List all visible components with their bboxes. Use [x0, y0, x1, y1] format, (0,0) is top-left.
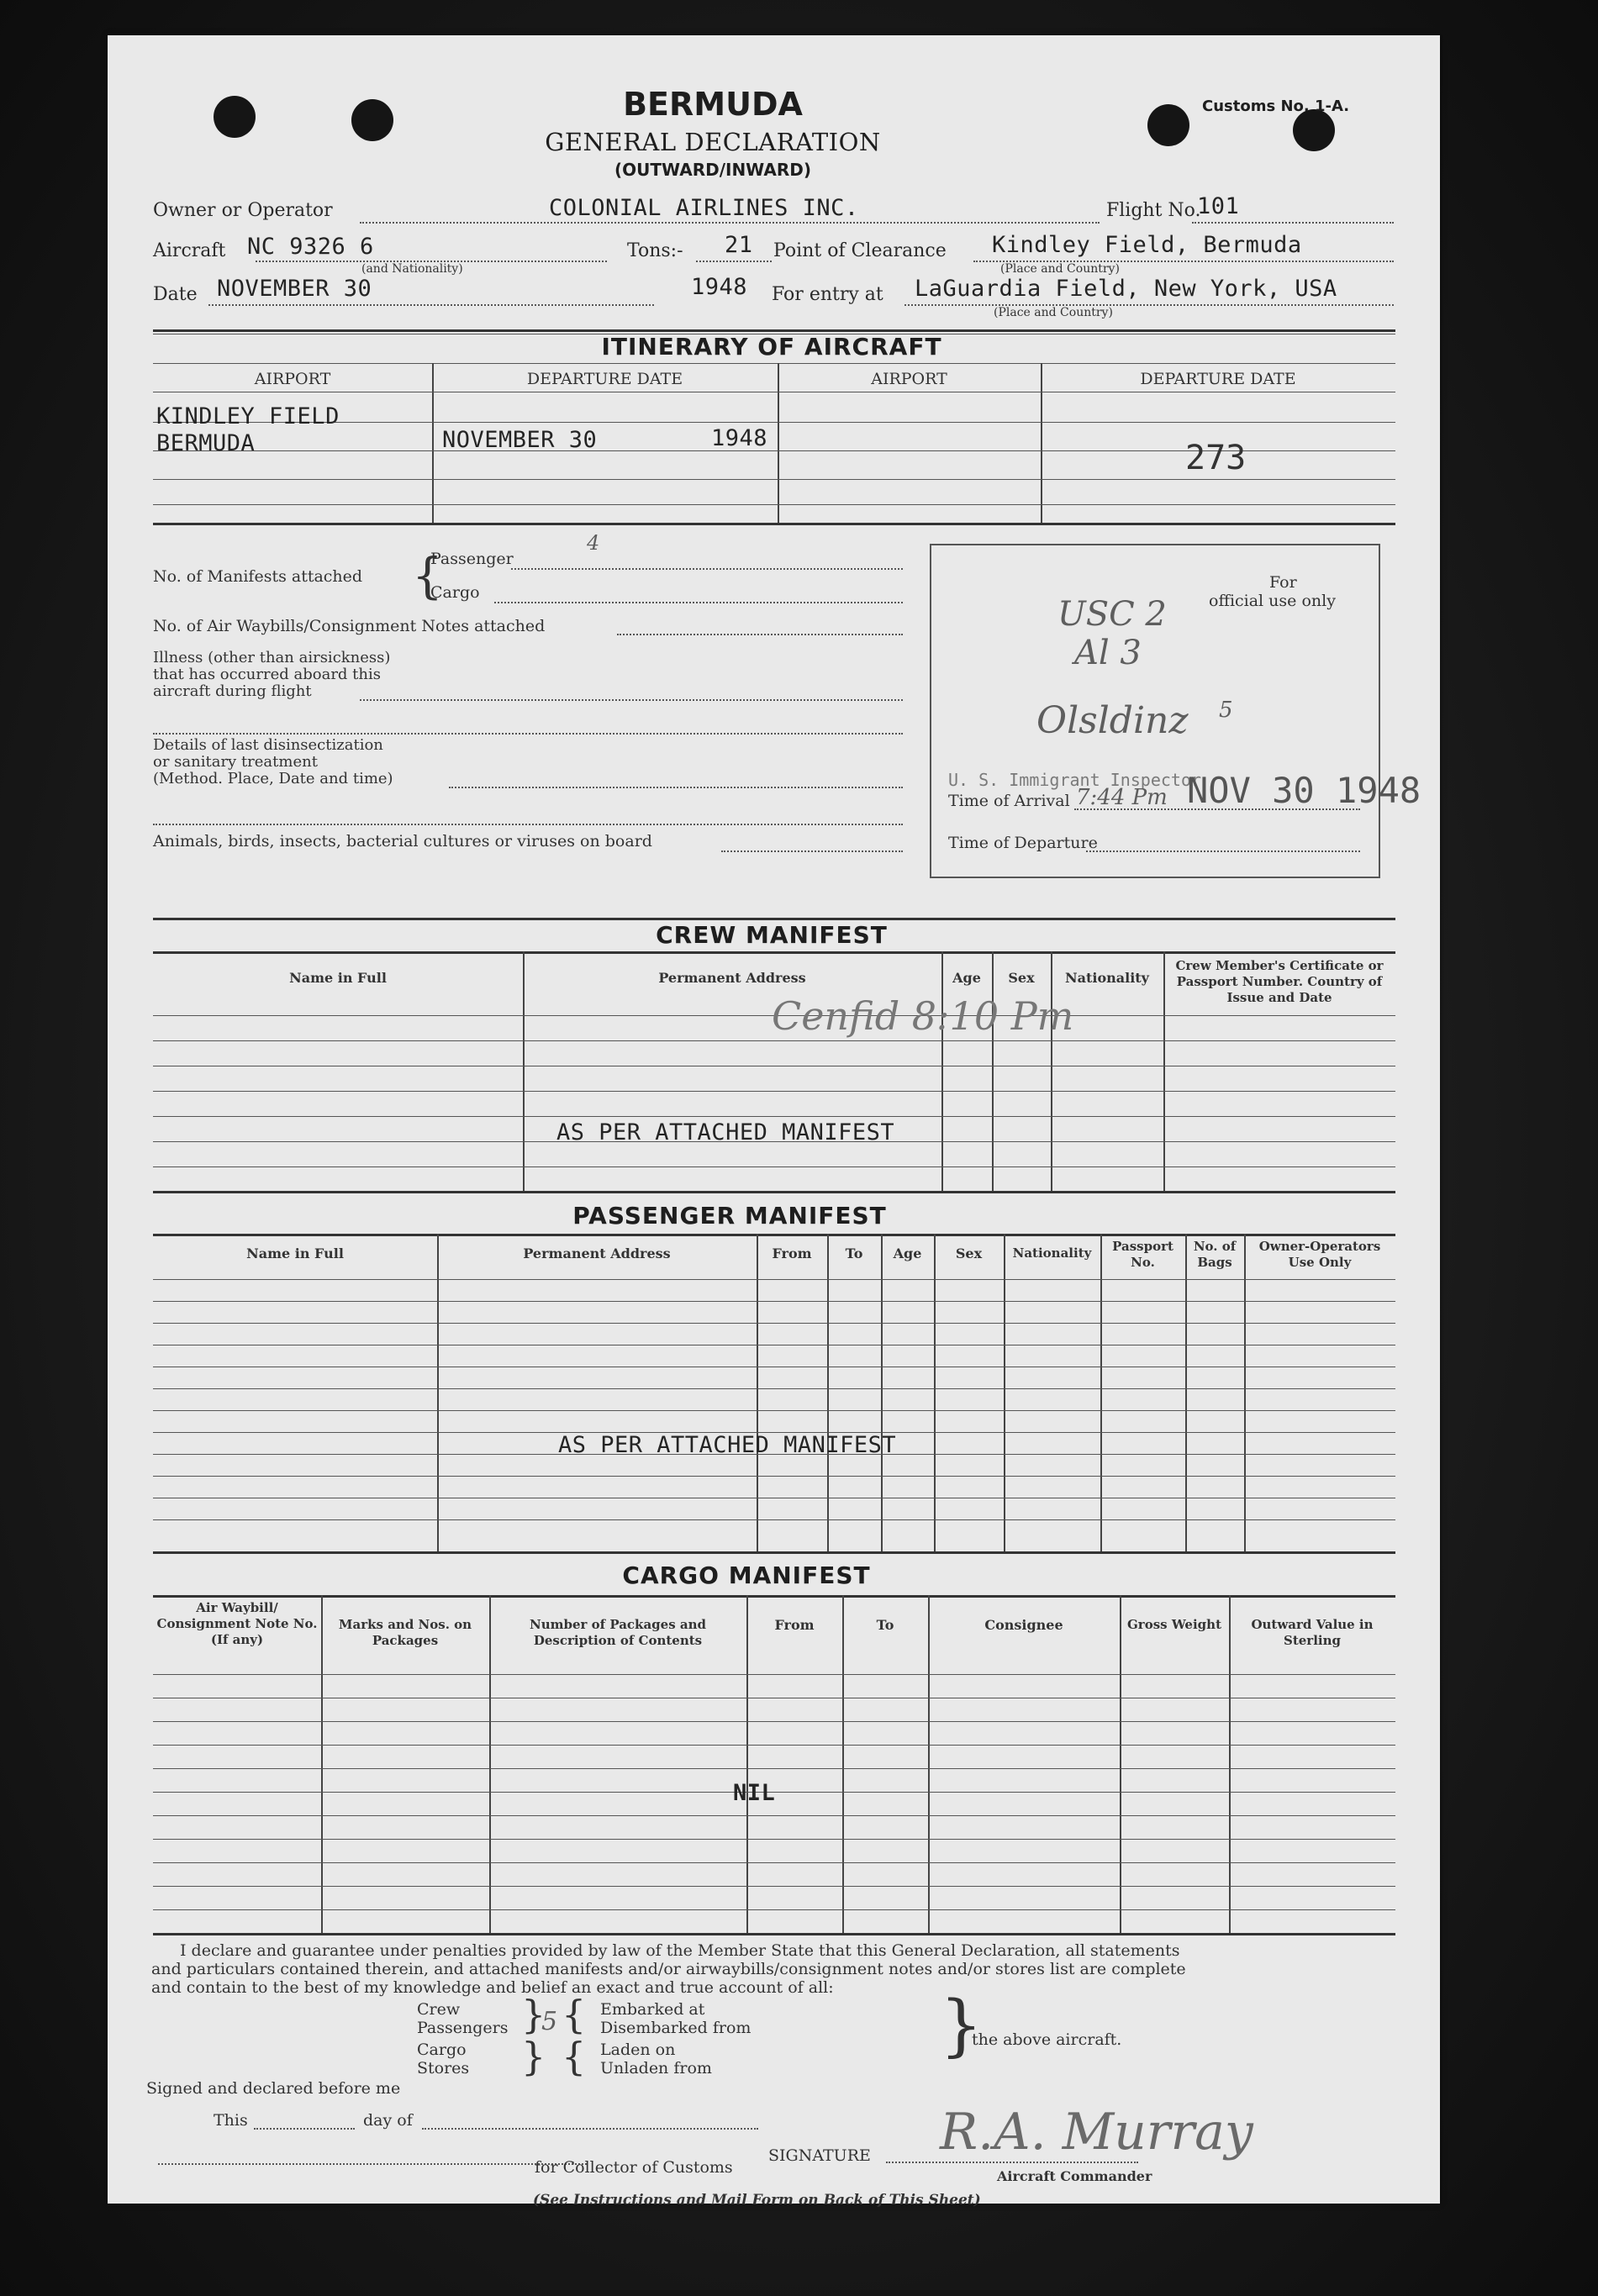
punch-hole-4	[1293, 109, 1335, 151]
crew-header-sex: Sex	[1008, 970, 1035, 986]
arrival-label: Time of Arrival	[948, 792, 1070, 810]
crew-title: CREW MANIFEST	[656, 921, 888, 949]
departure-label: Time of Departure	[948, 834, 1098, 852]
form-title: BERMUDA	[623, 86, 803, 123]
page-number-stamp: 273	[1185, 439, 1247, 477]
itin-departure-year: 1948	[711, 425, 768, 451]
tons-label: Tons:-	[627, 240, 683, 261]
brace-above: }	[940, 1986, 983, 2064]
cargo-header-weight: Gross Weight	[1126, 1617, 1222, 1632]
pax-header-bags: No. of Bags	[1193, 1239, 1237, 1270]
aircraft-note: (and Nationality)	[361, 262, 463, 276]
punch-hole-3	[1147, 104, 1189, 146]
footer-signature-label: SIGNATURE	[768, 2146, 871, 2165]
pax-attached-note: AS PER ATTACHED MANIFEST	[558, 1432, 897, 1458]
pax-header-to: To	[845, 1245, 863, 1261]
crew-header-age: Age	[952, 970, 981, 986]
disinsect-line3: (Method. Place, Date and time)	[153, 770, 393, 787]
footer-passengers: Passengers	[417, 2019, 509, 2037]
entry-note: (Place and Country)	[994, 306, 1113, 319]
disinsect-line2: or sanitary treatment	[153, 753, 318, 771]
crew-attached-note: AS PER ATTACHED MANIFEST	[556, 1119, 895, 1145]
hand-al: Al 3	[1074, 634, 1142, 672]
animals-label: Animals, birds, insects, bacterial cultures or viruses on board	[153, 832, 652, 850]
hand-five: 5	[1219, 698, 1233, 723]
pax-header-age: Age	[893, 1245, 922, 1261]
owner-value: COLONIAL AIRLINES INC.	[549, 195, 859, 221]
pax-header-name: Name in Full	[246, 1245, 344, 1261]
passenger-title: PASSENGER MANIFEST	[572, 1202, 887, 1230]
aircraft-label: Aircraft	[153, 240, 226, 261]
cargo-header-waybill: Air Waybill/ Consignment Note No. (If any)	[156, 1600, 318, 1647]
illness-line2: that has occurred aboard this	[153, 666, 381, 683]
footer-cargo: Cargo	[417, 2041, 467, 2059]
crew-hand-note: Cenfid 8:10 Pm	[772, 993, 1074, 1039]
tons-value: 21	[725, 232, 753, 258]
passenger-label: Passenger	[430, 550, 514, 568]
clearance-note: (Place and Country)	[1000, 262, 1120, 276]
disinsect-line1: Details of last disinsectization	[153, 736, 383, 754]
pax-header-from: From	[772, 1245, 812, 1261]
itin-header-date-1: DEPARTURE DATE	[526, 370, 683, 388]
footer-laden: Laden on	[600, 2041, 676, 2059]
pax-header-address: Permanent Address	[523, 1245, 671, 1261]
customs-number: Customs No. 1-A.	[1202, 97, 1350, 115]
crew-header-certificate: Crew Member's Certificate or Passport Number. Country of Issue and Date	[1175, 958, 1384, 1005]
pax-header-sex: Sex	[955, 1245, 983, 1261]
cargo-header-marks: Marks and Nos. on Packages	[338, 1617, 472, 1648]
footer-hand-count: 5	[541, 2007, 558, 2036]
date-stamp: NOV 30 1948	[1187, 770, 1421, 811]
clearance-label: Point of Clearance	[773, 240, 947, 261]
footer-commander: Aircraft Commander	[997, 2168, 1152, 2184]
brace-cargo: }	[521, 2034, 546, 2079]
decl-line3: and contain to the best of my knowledge and belief an exact and true account of all:	[151, 1978, 834, 1997]
official-title-2: official use only	[1209, 592, 1336, 610]
waybills-label: No. of Air Waybills/Consignment Notes attached	[153, 617, 546, 635]
itin-header-date-2: DEPARTURE DATE	[1140, 370, 1296, 388]
itin-airport-line2: BERMUDA	[156, 430, 256, 456]
crew-header-name: Name in Full	[289, 970, 387, 986]
illness-line1: Illness (other than airsickness)	[153, 649, 391, 666]
footer-disembarked: Disembarked from	[600, 2019, 752, 2037]
crew-header-nationality: Nationality	[1065, 970, 1149, 986]
brace-laden: {	[562, 2034, 587, 2079]
footer-signed: Signed and declared before me	[146, 2079, 401, 2098]
owner-label: Owner or Operator	[153, 200, 333, 221]
footer-embarked: Embarked at	[600, 2000, 705, 2019]
illness-line3: aircraft during flight	[153, 682, 312, 700]
decl-line1: I declare and guarantee under penalties provided by law of the Member State that this General Declaration, all statements	[180, 1941, 1180, 1960]
footer-instructions: (See Instructions and Mail Form on Back of This Sheet)	[533, 2192, 981, 2209]
date-value: NOVEMBER 30	[217, 276, 372, 302]
passenger-mark: 4	[587, 531, 600, 555]
itin-header-airport-2: AIRPORT	[871, 370, 947, 388]
itin-airport-line1: KINDLEY FIELD	[156, 403, 340, 429]
official-title-1: For	[1269, 573, 1297, 592]
pax-header-passport: Passport No.	[1112, 1239, 1173, 1270]
clearance-value: Kindley Field, Bermuda	[992, 232, 1302, 258]
itin-departure-date: NOVEMBER 30	[442, 427, 598, 453]
footer-collector: for Collector of Customs	[535, 2158, 733, 2177]
pax-header-nationality: Nationality	[1012, 1245, 1092, 1261]
cargo-nil-note: NIL	[733, 1780, 776, 1806]
itin-header-airport-1: AIRPORT	[254, 370, 331, 388]
entry-label: For entry at	[772, 284, 883, 305]
declaration-form	[108, 35, 1440, 2209]
date-label: Date	[153, 284, 198, 305]
brace-embark: {	[562, 1992, 587, 2037]
year-value: 1948	[691, 274, 748, 300]
footer-stores: Stores	[417, 2059, 470, 2077]
punch-hole-1	[214, 96, 256, 138]
manifests-label: No. of Manifests attached	[153, 567, 363, 586]
footer-unladen: Unladen from	[600, 2059, 712, 2077]
pax-header-owner: Owner-Operators Use Only	[1258, 1239, 1381, 1270]
inspector-stamp: U. S. Immigrant Inspector	[948, 770, 1202, 790]
entry-value: LaGuardia Field, New York, USA	[915, 276, 1337, 302]
footer-crew: Crew	[417, 2000, 461, 2019]
footer-above: the above aircraft.	[972, 2030, 1122, 2049]
arrival-hand: 7:44 Pm	[1076, 785, 1168, 810]
cargo-header-value: Outward Value in Sterling	[1251, 1617, 1374, 1648]
form-direction: (OUTWARD/INWARD)	[614, 160, 811, 180]
cargo-header-packages: Number of Packages and Description of Contents	[530, 1617, 706, 1648]
cargo-header-consignee: Consignee	[984, 1617, 1063, 1633]
punch-hole-2	[351, 99, 393, 141]
manifests-brace: {	[412, 547, 443, 604]
aircraft-value: NC 9326 6	[247, 234, 374, 260]
cargo-title: CARGO MANIFEST	[622, 1561, 871, 1589]
decl-line2: and particulars contained therein, and attached manifests and/or airwaybills/consignment notes and/or stores list are complete	[151, 1960, 1186, 1978]
cargo-header-to: To	[876, 1617, 894, 1633]
hand-usc: USC 2	[1057, 595, 1167, 634]
form-subtitle: GENERAL DECLARATION	[545, 128, 881, 156]
commander-signature: R.A. Murray	[940, 2103, 1253, 2162]
itinerary-title: ITINERARY OF AIRCRAFT	[601, 333, 942, 361]
cargo-label: Cargo	[430, 583, 480, 602]
flight-value: 101	[1197, 193, 1240, 219]
footer-this: This	[214, 2111, 248, 2130]
footer-day-of: day of	[363, 2111, 413, 2130]
brace-crew: }	[521, 1992, 546, 2037]
crew-header-address: Permanent Address	[658, 970, 806, 986]
cargo-header-from: From	[774, 1617, 815, 1633]
hand-inspector-signature: Olsldinz	[1036, 699, 1189, 742]
flight-label: Flight No.	[1106, 200, 1201, 221]
